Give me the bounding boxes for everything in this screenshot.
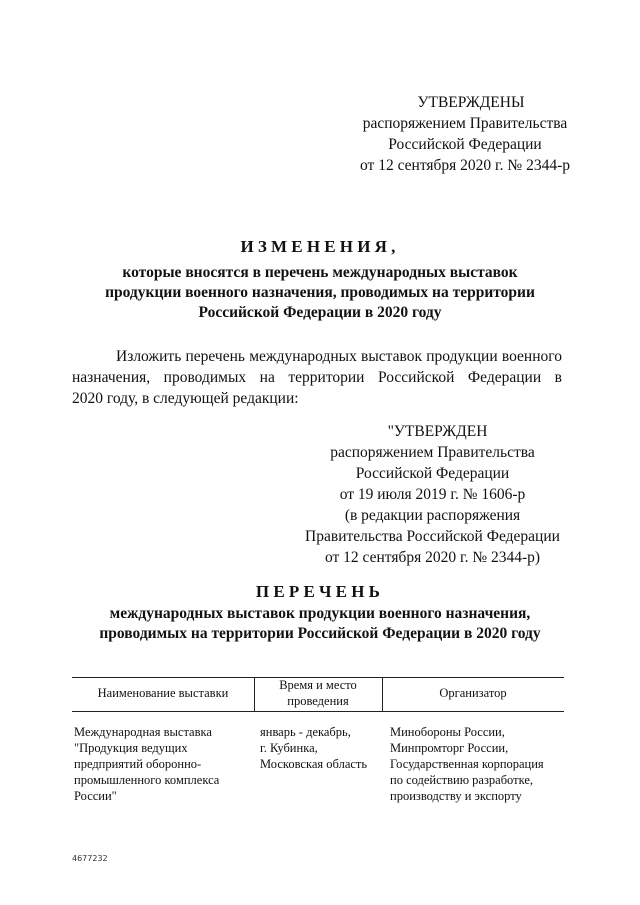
subtitle-line: Российской Федерации в 2020 году (198, 304, 442, 321)
approval-line: Российской Федерации (355, 465, 510, 482)
cell-line: предприятий оборонно- (74, 757, 202, 771)
document-code: 4677232 (72, 854, 108, 863)
cell-line: России" (74, 789, 117, 803)
subtitle-line: продукции военного назначения, проводимых на территории (105, 284, 535, 301)
list-subtitle (60, 604, 580, 644)
approval-line: Российской Федерации (388, 136, 542, 153)
body-paragraph (72, 346, 562, 409)
cell-line: "Продукция ведущих (74, 741, 188, 755)
paragraph-line: назначения, проводимых на территории Российской Федерации в (72, 369, 562, 386)
cell-line: Международная выставка (74, 725, 212, 739)
cell-line: промышленного комплекса (74, 773, 220, 787)
table-header-time-place: Время и место проведения (279, 678, 357, 708)
table-column-divider (254, 677, 255, 711)
cell-line: Московская область (260, 757, 368, 771)
cell-line: г. Кубинка, (260, 741, 318, 755)
approval-line: распоряжением Правительства (330, 444, 535, 461)
approval-heading: УТВЕРЖДЕНЫ (417, 94, 525, 111)
cell-line: по содействию разработке, (390, 773, 534, 787)
quoted-approval-block (295, 421, 570, 568)
cell-line: Государственная корпорация (390, 757, 544, 771)
cell-line: январь - декабрь, (260, 725, 351, 739)
table-header-border (72, 711, 564, 712)
table-cell-time-place (260, 724, 367, 772)
approval-line: от 19 июля 2019 г. № 1606-р (339, 486, 526, 503)
paragraph-line: Изложить перечень международных выставок продукции военного (116, 348, 562, 365)
approval-line: (в редакции распоряжения (344, 507, 521, 524)
paragraph-line: 2020 году, в следующей редакции: (72, 390, 299, 407)
approval-line: Правительства Российской Федерации (305, 528, 560, 545)
approval-date: от 12 сентября 2020 г. № 2344-р (360, 157, 570, 174)
subtitle-line: международных выставок продукции военного назначения, (109, 605, 531, 622)
document-subtitle (80, 263, 560, 323)
approval-block (330, 92, 600, 176)
cell-line: Минпромторг России, (390, 741, 509, 755)
cell-line: Минобороны России, (390, 725, 505, 739)
table-cell-name (74, 724, 219, 804)
document-title: ИЗМЕНЕНИЯ, (240, 237, 400, 256)
table-cell-organizer (390, 724, 544, 804)
approval-heading: "УТВЕРЖДЕН (387, 423, 488, 440)
table-header-organizer: Организатор (439, 686, 507, 700)
subtitle-line: проводимых на территории Российской Федерации в 2020 году (99, 625, 541, 642)
list-title: ПЕРЕЧЕНЬ (255, 582, 385, 601)
cell-line: производству и экспорту (390, 789, 522, 803)
table-header-name: Наименование выставки (97, 686, 229, 700)
approval-line: распоряжением Правительства (362, 115, 568, 132)
approval-date: от 12 сентября 2020 г. № 2344-р) (324, 549, 541, 566)
subtitle-line: которые вносятся в перечень международных выставок (122, 264, 518, 281)
